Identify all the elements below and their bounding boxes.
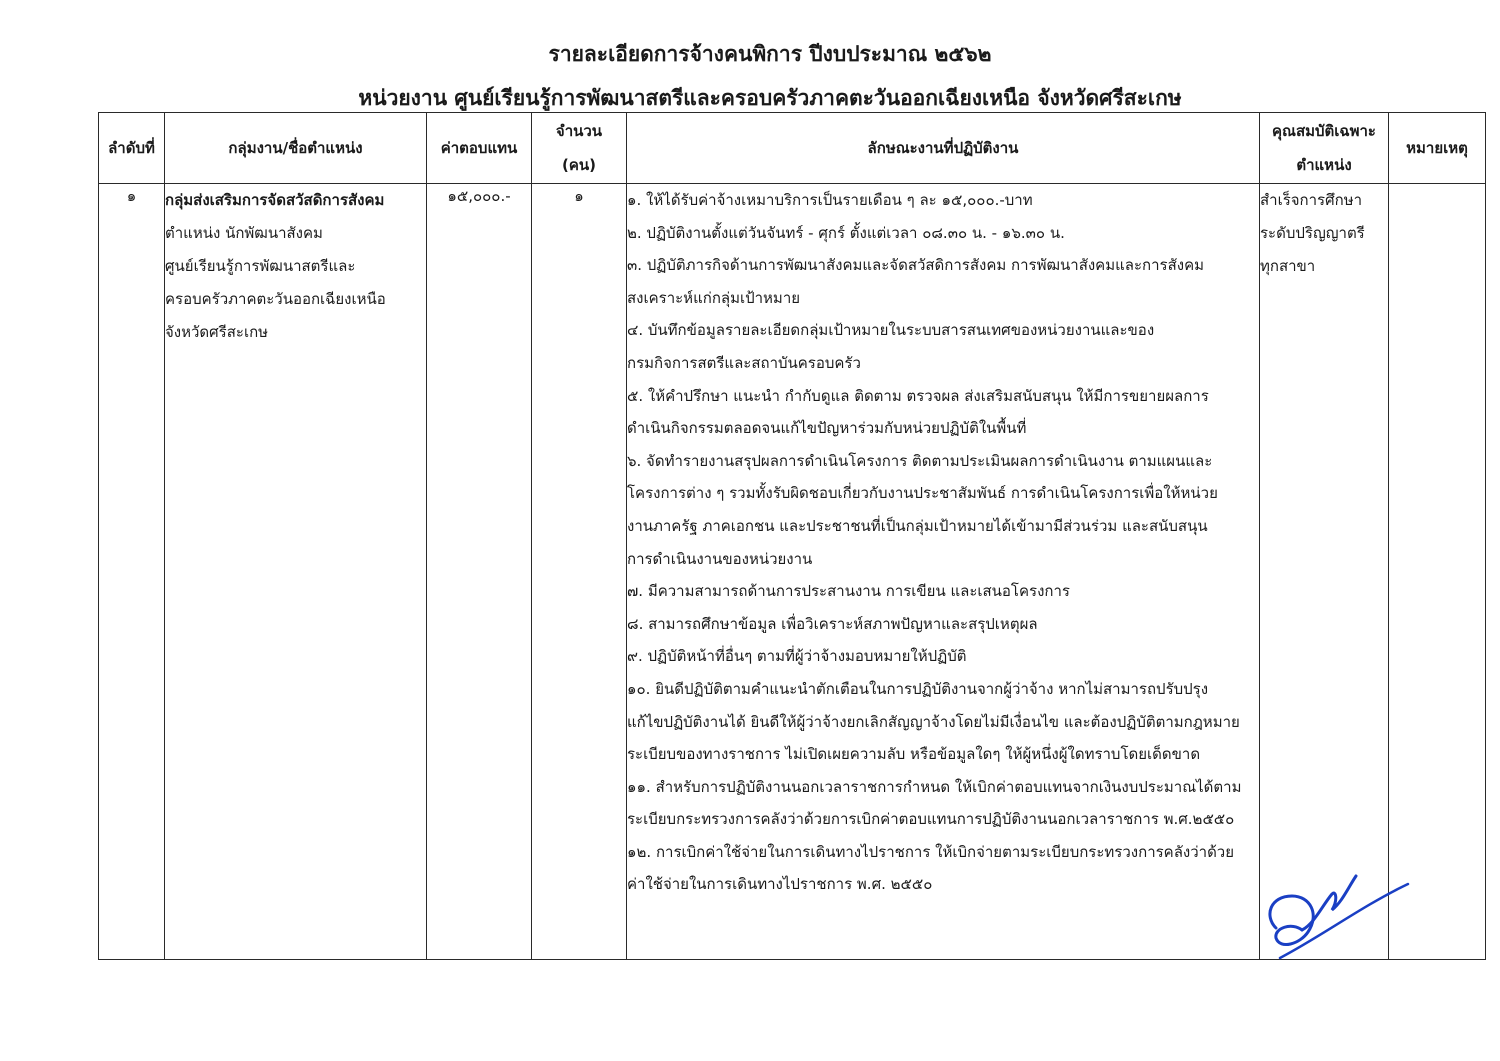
qualification-line: สำเร็จการศึกษา <box>1260 191 1363 209</box>
header-duties: ลักษณะงานที่ปฏิบัติงาน <box>627 113 1260 184</box>
header-count-line2: (คน) <box>562 156 596 174</box>
duty-line: โครงการต่าง ๆ รวมทั้งรับผิดชอบเกี่ยวกับงานประชาสัมพันธ์ การดำเนินโครงการเพื่อให้หน่วย <box>627 484 1218 503</box>
header-remarks: หมายเหตุ <box>1389 113 1486 184</box>
duty-line: แก้ไขปฏิบัติงานได้ ยินดีให้ผู้ว่าจ้างยกเลิกสัญญาจ้างโดยไม่มีเงื่อนไข และต้องปฏิบัติตามกฎหมาย <box>627 712 1240 731</box>
employment-details-table <box>98 112 1486 960</box>
duty-line: งานภาครัฐ ภาคเอกชน และประชาชนที่เป็นกลุ่มเป้าหมายได้เข้ามามีส่วนร่วม และสนับสนุน <box>627 516 1208 535</box>
cell-no: ๑ <box>99 184 165 960</box>
document-title: รายละเอียดการจ้างคนพิการ ปีงบประมาณ ๒๕๖๒ <box>548 42 992 66</box>
cell-compensation: ๑๕,๐๐๐.- <box>427 184 532 960</box>
signature-image <box>1262 866 1412 966</box>
duty-line: ๙. ปฏิบัติหน้าที่อื่นๆ ตามที่ผู้ว่าจ้างมอบหมายให้ปฏิบัติ <box>627 647 967 666</box>
document-subtitle: หน่วยงาน ศูนย์เรียนรู้การพัฒนาสตรีและครอบครัวภาคตะวันออกเฉียงเหนือ จังหวัดศรีสะเกษ <box>358 86 1182 110</box>
position-line: ตำแหน่ง นักพัฒนาสังคม <box>165 224 323 242</box>
duty-line: ๗. มีความสามารถด้านการประสานงาน การเขียน และเสนอโครงการ <box>627 582 1070 601</box>
qualification-line: ระดับปริญญาตรี <box>1260 224 1365 242</box>
duty-line: สงเคราะห์แก่กลุ่มเป้าหมาย <box>627 288 801 307</box>
table-header-row <box>99 113 1486 184</box>
header-compensation: ค่าตอบแทน <box>427 113 532 184</box>
position-line: จังหวัดศรีสะเกษ <box>165 323 269 341</box>
duty-line: ๓. ปฏิบัติภารกิจด้านการพัฒนาสังคมและจัดสวัสดิการสังคม การพัฒนาสังคมและการสังคม <box>627 256 1204 275</box>
duty-line: ๖. จัดทำรายงานสรุปผลการดำเนินโครงการ ติดตามประเมินผลการดำเนินงาน ตามแผนและ <box>627 451 1213 470</box>
duty-line: ๘. สามารถศึกษาข้อมูล เพื่อวิเคราะห์สภาพปัญหาและสรุปเหตุผล <box>627 614 1038 633</box>
cell-remarks <box>1389 184 1486 960</box>
duty-line: ๑๐. ยินดีปฏิบัติตามคำแนะนำตักเตือนในการปฏิบัติงานจากผู้ว่าจ้าง หากไม่สามารถปรับปรุง <box>627 679 1209 698</box>
duty-line: กรมกิจการสตรีและสถาบันครอบครัว <box>627 353 861 372</box>
duty-line: ๑. ให้ได้รับค่าจ้างเหมาบริการเป็นรายเดือน ๆ ละ ๑๕,๐๐๐.-บาท <box>627 191 1033 209</box>
cell-group-position <box>165 184 427 960</box>
duty-line: ระเบียบของทางราชการ ไม่เปิดเผยความลับ หรือข้อมูลใดๆ ให้ผู้หนึ่งผู้ใดทราบโดยเด็ดขาด <box>627 745 1201 764</box>
header-group-position: กลุ่มงาน/ชื่อตำแหน่ง <box>165 113 427 184</box>
duty-line: ๑๒. การเบิกค่าใช้จ่ายในการเดินทางไปราชการ ให้เบิกจ่ายตามระเบียบกระทรวงการคลังว่าด้วย <box>627 842 1235 861</box>
header-qual-line1: คุณสมบัติเฉพาะ <box>1272 122 1376 140</box>
header-no: ลำดับที่ <box>99 113 165 184</box>
header-qual-line2: ตำแหน่ง <box>1296 156 1352 174</box>
header-qualification <box>1260 113 1389 184</box>
duty-line: ค่าใช้จ่ายในการเดินทางไปราชการ พ.ศ. ๒๕๕๐ <box>627 875 933 894</box>
header-count-line1: จำนวน <box>555 122 603 140</box>
duty-line: ๔. บันทึกข้อมูลรายละเอียดกลุ่มเป้าหมายในระบบสารสนเทศของหน่วยงานและของ <box>627 321 1155 340</box>
cell-qualification <box>1260 184 1389 960</box>
duty-line: ดำเนินกิจกรรมตลอดจนแก้ไขปัญหาร่วมกับหน่วยปฏิบัติในพื้นที่ <box>627 419 1027 438</box>
duty-line: ๕. ให้คำปรึกษา แนะนำ กำกับดูแล ติดตาม ตรวจผล ส่งเสริมสนับสนุน ให้มีการขยายผลการ <box>627 386 1209 405</box>
duty-line: ๑๑. สำหรับการปฏิบัติงานนอกเวลาราชการกำหนด ให้เบิกค่าตอบแทนจากเงินงบประมาณได้ตาม <box>627 777 1242 796</box>
position-line: ครอบครัวภาคตะวันออกเฉียงเหนือ <box>165 290 386 308</box>
cell-count: ๑ <box>532 184 627 960</box>
qualification-line: ทุกสาขา <box>1260 257 1316 275</box>
duty-line: การดำเนินงานของหน่วยงาน <box>627 549 813 568</box>
duty-line: ระเบียบกระทรวงการคลังว่าด้วยการเบิกค่าตอบแทนการปฏิบัติงานนอกเวลาราชการ พ.ศ.๒๕๕๐ <box>627 810 1235 829</box>
header-count <box>532 113 627 184</box>
position-line: ศูนย์เรียนรู้การพัฒนาสตรีและ <box>165 257 356 275</box>
cell-duties <box>627 184 1260 960</box>
group-heading: กลุ่มส่งเสริมการจัดสวัสดิการสังคม <box>165 191 385 209</box>
duty-line: ๒. ปฏิบัติงานตั้งแต่วันจันทร์ - ศุกร์ ตั้งแต่เวลา ๐๘.๓๐ น. - ๑๖.๓๐ น. <box>627 223 1065 242</box>
table-row <box>99 184 1486 960</box>
